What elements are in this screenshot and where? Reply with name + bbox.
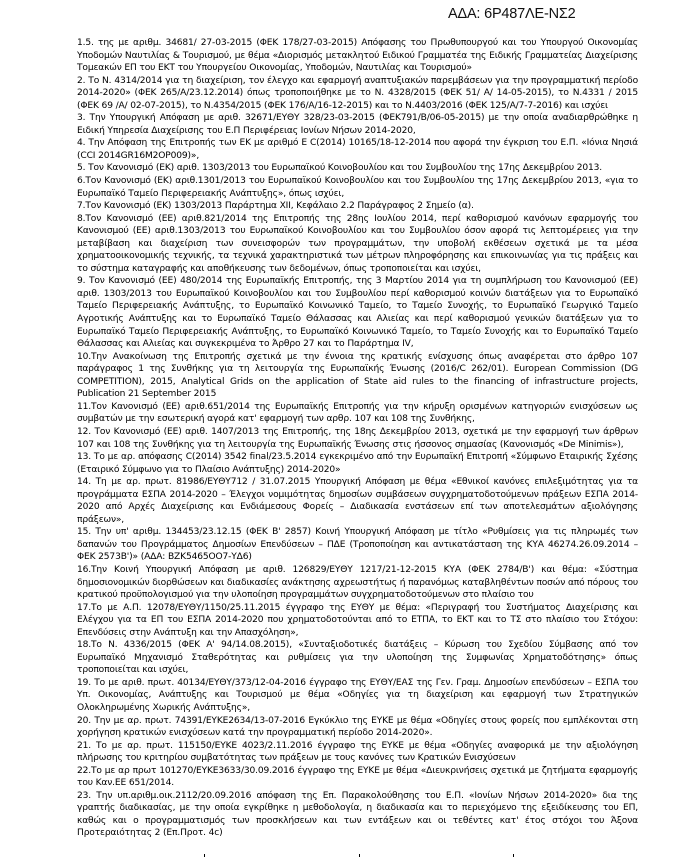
legal-reference-item: 23. Την υπ.αριθμ.οικ.2112/20.09.2016 απόφαση της Επ. Παρακολούθησης του Ε.Π. «Ιονίων Νήσων 2014-2020» δια της γραπτής διαδικασίας, με την οποία εγκρίθηκε η μεθοδολογία, η διαδικασία και το περιεχόμενο της εξειδίκευσης του ΕΠ, καθώς και ο προγραμματισμός των προσκλήσεων και των εντάξεων και οι τεθέντες κατ' έτος στόχοι του Άξονα Προτεραιότητας 2 (Επ.Προτ. 4c) xyxy=(77,790,638,839)
legal-reference-item: 16.Την Κοινή Υπουργική Απόφαση με αριθ. 126829/ΕΥΘΥ 1217/21-12-2015 ΚΥΑ (ΦΕΚ 2784/Β') και θέμα: «Σύστημα δημοσιονομικών διορθώσεων και διαδικασίες ανάκτησης αχρεωστήτως ή παρανόμως καταβληθέντων ποσών από πόρους του κρατικού προϋπολογισμού για την υλοποίηση προγραμμάτων συγχρηματοδοτούμενων στο πλαίσιο του xyxy=(77,564,638,601)
legal-reference-item: 2. Το Ν. 4314/2014 για τη διαχείριση, τον έλεγχο και εφαρμογή αναπτυξιακών παρεμβάσεων για την προγραμματική περίοδο 2014-2020» (ΦΕΚ 265/Α/23.12.2014) όπως τροποποιήθηκε με το Ν. 4328/2015 (ΦΕΚ 51/ Α/ 14-05-2015), το Ν.4331 / 2015 (ΦΕΚ 69 /Α/ 02-07-2015), το Ν.4354/2015 (ΦΕΚ 176/Α/16-12-2015) και το Ν.4403/2016 (ΦΕΚ 125/Α/7-7-2016) και ισχύει xyxy=(77,75,638,111)
legal-reference-item: 20. Την με αρ. πρωτ. 74391/ΕΥΚΕ2634/13-07-2016 Εγκύκλιο της ΕΥΚΕ με θέμα «Οδηγίες στους φορείς που εμπλέκονται στη χορήγηση κρατικών ενισχύσεων κατά την προγραμματική περίοδο 2014-2020». xyxy=(77,715,638,739)
legal-reference-item: 8.Τον Κανονισμό (ΕΕ) αριθ.821/2014 της Επιτροπής της 28ης Ιουλίου 2014, περί καθορισμού κανόνων εφαρμογής του Κανονισμού (ΕΕ) αριθ.1303/2013 του Ευρωπαϊκού Κοινοβουλίου και του Συμβουλίου όσον αφορά τις λεπτομέρειες για την μεταβίβαση και διαχείριση των συνεισφορών των προγραμμάτων, την υποβολή εκθέσεων σχετικά με τα μέσα χρηματοοικονομικής τεχνικής, τα τεχνικά χαρακτηριστικά των μέτρων πληροφόρησης και επικοινωνίας για τις πράξεις και το σύστημα καταγραφής και αποθήκευσης των δεδομένων, όπως τροποποιείται και ισχύει, xyxy=(77,213,638,274)
legal-reference-item: 10.Την Ανακοίνωση της Επιτροπής σχετικά με την έννοια της κρατικής ενίσχυσης όπως αναφέρεται στο άρθρο 107 παράγραφος 1 της Συνθήκης για τη λειτουργία της Ευρωπαϊκής Ένωσης (2016/C 262/01). European Commission (DG COMPETITION), 2015, Analytical Grids on the application of State aid rules to the financing of infrastructure projects, Publication 21 September 2015 xyxy=(77,351,638,400)
legal-reference-item: 12. Τον Κανονισμό (ΕΕ) αριθ. 1407/2013 της Επιτροπής, της 18ης Δεκεμβρίου 2013, σχετικά με την εφαρμογή των άρθρων 107 και 108 της Συνθήκης για τη λειτουργία της Ευρωπαϊκής Ένωσης στις ήσσονος σημασίας (Κανονισμός «De Minimis»), xyxy=(77,426,638,450)
legal-reference-item: 13. Το με αρ. απόφασης C(2014) 3542 final/23.5.2014 εγκεκριμένο από την Ευρωπαϊκή Επιτροπή «Σύμφωνο Εταιρικής Σχέσης (Εταιρικό Σύμφωνο για το Πλαίσιο Ανάπτυξης) 2014-2020» xyxy=(77,452,638,475)
legal-reference-item: 17.Το με Α.Π. 12078/ΕΥΘΥ/1150/25.11.2015 έγγραφο της ΕΥΘΥ με θέμα: «Περιγραφή του Συστήματος Διαχείρισης και Ελέγχου για τα ΕΠ του ΕΣΠΑ 2014-2020 που χρηματοδοτούνται από το ΕΤΠΑ, το ΕΚΤ και το ΤΣ στο πλαίσιο του Στόχου: Επενδύσεις στην Ανάπτυξη και την Απασχόληση», xyxy=(77,602,638,638)
legal-reference-item: 14. Τη με αρ. πρωτ. 81986/ΕΥΘΥ712 / 31.07.2015 Υπουργική Απόφαση με θέμα «Εθνικοί κανόνες επιλεξιμότητας για τα προγράμματα ΕΣΠΑ 2014-2020 – Έλεγχοι νομιμότητας δημοσίων συμβάσεων συγχρηματοδοτούμενων πράξεων ΕΣΠΑ 2014-2020 από Αρχές Διαχείρισης και Ενδιάμεσους Φορείς – Διαδικασία ενστάσεων επί των αποτελεσμάτων αξιολόγησης πράξεων», xyxy=(77,477,638,525)
ada-code-header: ΑΔΑ: 6Ρ487ΛΕ-ΝΣ2 xyxy=(448,6,576,22)
legal-reference-item: 11.Τον Κανονισμό (ΕΕ) αριθ.651/2014 της Ευρωπαϊκής Επιτροπής για την κήρυξη ορισμένων κατηγοριών ενισχύσεων ως συμβατών με την εσωτερική αγορά κατ' εφαρμογή των αρθρ. 107 και 108 της Συνθήκης, xyxy=(77,401,638,425)
legal-reference-item: 22.Το με αρ πρωτ 101270/ΕΥΚΕ3633/30.09.2016 έγγραφο της ΕΥΚΕ με θέμα «Διευκρινήσεις σχετικά με ζητήματα εφαρμογής του Καν.ΕΕ 651/2014. xyxy=(77,765,638,789)
legal-reference-item: 18.Το Ν. 4336/2015 (ΦΕΚ Α' 94/14.08.2015), «Συνταξιοδοτικές διατάξεις – Κύρωση του Σχεδίου Σύμβασης από τον Ευρωπαϊκό Μηχανισμό Σταθερότητας και ρυθμίσεις για την υλοποίηση της Συμφωνίας Χρηματοδότησης» όπως τροποποιείται και ισχύει, xyxy=(77,640,638,676)
legal-reference-item: 5. Τον Κανονισμό (ΕΚ) αριθ. 1303/2013 του Ευρωπαϊκού Κοινοβουλίου και του Συμβουλίου της 17ης Δεκεμβρίου 2013. xyxy=(77,163,603,174)
legal-reference-item: 19. Το με αριθ. πρωτ. 40134/ΕΥΘΥ/373/12-04-2016 έγγραφο της ΕΥΘΥ/ΕΑΣ της Γεν. Γραμ. Δημοσίων επενδύσεων – ΕΣΠΑ του Υπ. Οικονομίας, Ανάπτυξης και Τουρισμού με θέμα «Οδηγίες για τη διαχείριση και εφαρμογή των Στρατηγικών Ολοκληρωμένης Χωρικής Ανάπτυξης», xyxy=(77,677,638,713)
legal-reference-item: 21. Το με αρ. πρωτ. 115150/ΕΥΚΕ 4023/2.11.2016 έγγραφο της ΕΥΚΕ με θέμα «Οδηγίες αναφορικά με την αξιολόγηση πλήρωσης του κριτηρίου συμβατότητας των πράξεων με τους κανόνες των Κρατικών Ενισχύσεων xyxy=(77,740,638,764)
legal-reference-item: 1.5. της με αριθμ. 34681/ 27-03-2015 (ΦΕΚ 178/27-03-2015) Απόφασης του Πρωθυπουργού και του Υπουργού Οικονομίας Υποδομών Ναυτιλίας & Τουρισμού, με θέμα «Διορισμός μετακλητού Ειδικού Γραμματέα της Ειδικής Γραμματείας Διαχείρισης Τομεακών ΕΠ του ΕΚΤ του Υπουργείου Οικονομίας, Υποδομών, Ναυτιλίας και Τουρισμού» xyxy=(77,38,638,74)
document-body xyxy=(77,37,638,840)
legal-reference-item: 9. Τον Κανονισμό (ΕΕ) 480/2014 της Ευρωπαϊκής Επιτροπής, της 3 Μαρτίου 2014 για τη συμπλήρωση του Κανονισμού (ΕΕ) αριθ. 1303/2013 του Ευρωπαϊκού Κοινοβουλίου και του Συμβουλίου περί καθορισμού κοινών διατάξεων για το Ευρωπαϊκό Ταμείο Περιφερειακής Ανάπτυξης, το Ευρωπαϊκό Κοινωνικό Ταμείο, το Ταμείο Συνοχής, το Ευρωπαϊκό Γεωργικό Ταμείο Αγροτικής Ανάπτυξης και το Ευρωπαϊκό Ταμείο Θάλασσας και Αλιείας και περί καθορισμού γενικών διατάξεων για το Ευρωπαϊκό Ταμείο Περιφερειακής Ανάπτυξης, το Ευρωπαϊκό Κοινωνικό Ταμείο, το Ταμείο Συνοχής και το Ευρωπαϊκό Ταμείο Θάλασσας και Αλιείας και συγκεκριμένα το Άρθρο 27 και το Παράρτημα IV, xyxy=(77,276,638,350)
legal-reference-item: 15. Την υπ' αριθμ. 134453/23.12.15 (ΦΕΚ Β' 2857) Κοινή Υπουργική Απόφαση με τίτλο «Ρυθμίσεις για τις πληρωμές των δαπανών του Προγράμματος Δημοσίων Επενδύσεων – ΠΔΕ (Τροποποίηση και αντικατάσταση της ΚΥΑ 46274.26.09.2014 – ΦΕΚ 2573Β')» (ΑΔΑ: ΒΖΚ5465ΟΟ7-ΥΔ6) xyxy=(77,527,638,563)
legal-reference-item: 3. Την Υπουργική Απόφαση με αριθ. 32671/ΕΥΘΥ 328/23-03-2015 (ΦΕΚ791/Β/06-05-2015) με την οποία αναδιαρθρώθηκε η Ειδική Υπηρεσία Διαχείρισης του Ε.Π Περιφέρειας Ιονίων Νήσων 2014-2020, xyxy=(77,113,638,136)
legal-reference-item: 4. Την Απόφαση της Επιτροπής των ΕΚ με αριθμό Ε C(2014) 10165/18-12-2014 που αφορά την έγκριση του Ε.Π. «Ιόνια Νησιά (CCI 2014GR16M2OP009)», xyxy=(77,138,638,161)
legal-reference-item: 6.Τον Κανονισμό (ΕΚ) αριθ.1301/2013 του Ευρωπαϊκού Κοινοβουλίου και του Συμβουλίου της 17ης Δεκεμβρίου 2013, «για το Ευρωπαϊκό Ταμείο Περιφερειακής Ανάπτυξης», όπως ισχύει, xyxy=(77,176,638,199)
legal-reference-item: 7.Τον Κανονισμό (ΕΚ) 1303/2013 Παράρτημα XII, Κεφάλαιο 2.2 Παράγραφος 2 Σημείο (α). xyxy=(77,201,474,212)
